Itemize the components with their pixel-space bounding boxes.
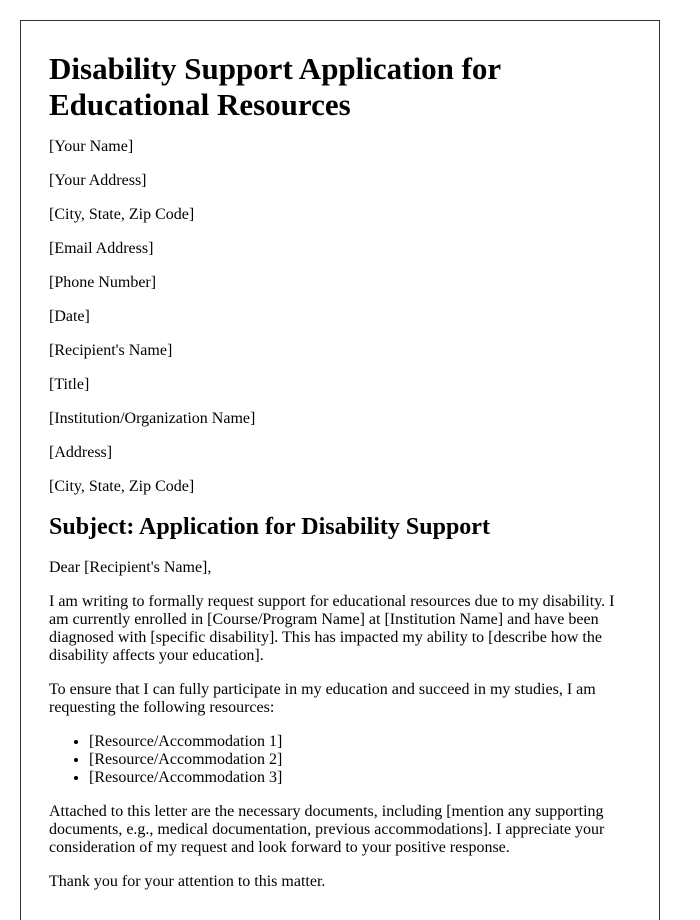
recipient-institution: [Institution/Organization Name] [49,410,256,427]
resource-item: • [Resource/Accommodation 1] [89,733,631,751]
recipient-city-state-zip: [City, State, Zip Code] [49,478,195,495]
sender-phone: [Phone Number] [49,274,157,291]
letter-subject: Subject: Application for Disability Support [49,514,490,540]
sender-block [49,138,631,326]
closing-line: Thank you for your attention to this matter. [49,873,326,890]
body-paragraph-1: I am writing to formally request support for educational resources due to my disability. I am currently enrolled in [Course/Program Name] at [Institution Name] and have been diagnosed with [specific disability]. This has impacted my ability to [describe how the disability affects your education]. [49,593,615,664]
recipient-address: [Address] [49,444,113,461]
sender-address: [Your Address] [49,172,147,189]
recipient-block [49,342,631,496]
body-paragraph-3: Attached to this letter are the necessary documents, including [mention any supporting documents, e.g., medical documentation, previous accommodations]. I appreciate your consideration of my request and look forward to your positive response. [49,803,605,856]
letter-date: [Date] [49,308,90,325]
resource-item: • [Resource/Accommodation 2] [89,751,631,769]
body-paragraph-2: To ensure that I can fully participate in my education and succeed in my studies, I am requesting the following resources: [49,681,596,716]
recipient-name: [Recipient's Name] [49,342,173,359]
resource-list [49,733,631,787]
recipient-title: [Title] [49,376,90,393]
sender-name: [Your Name] [49,138,134,155]
sender-city-state-zip: [City, State, Zip Code] [49,206,195,223]
resource-item: • [Resource/Accommodation 3] [89,769,631,787]
letter-title: Disability Support Application for Educational Resources [49,51,501,122]
salutation: Dear [Recipient's Name], [49,559,212,576]
sender-email: [Email Address] [49,240,154,257]
letter-page [20,20,660,920]
